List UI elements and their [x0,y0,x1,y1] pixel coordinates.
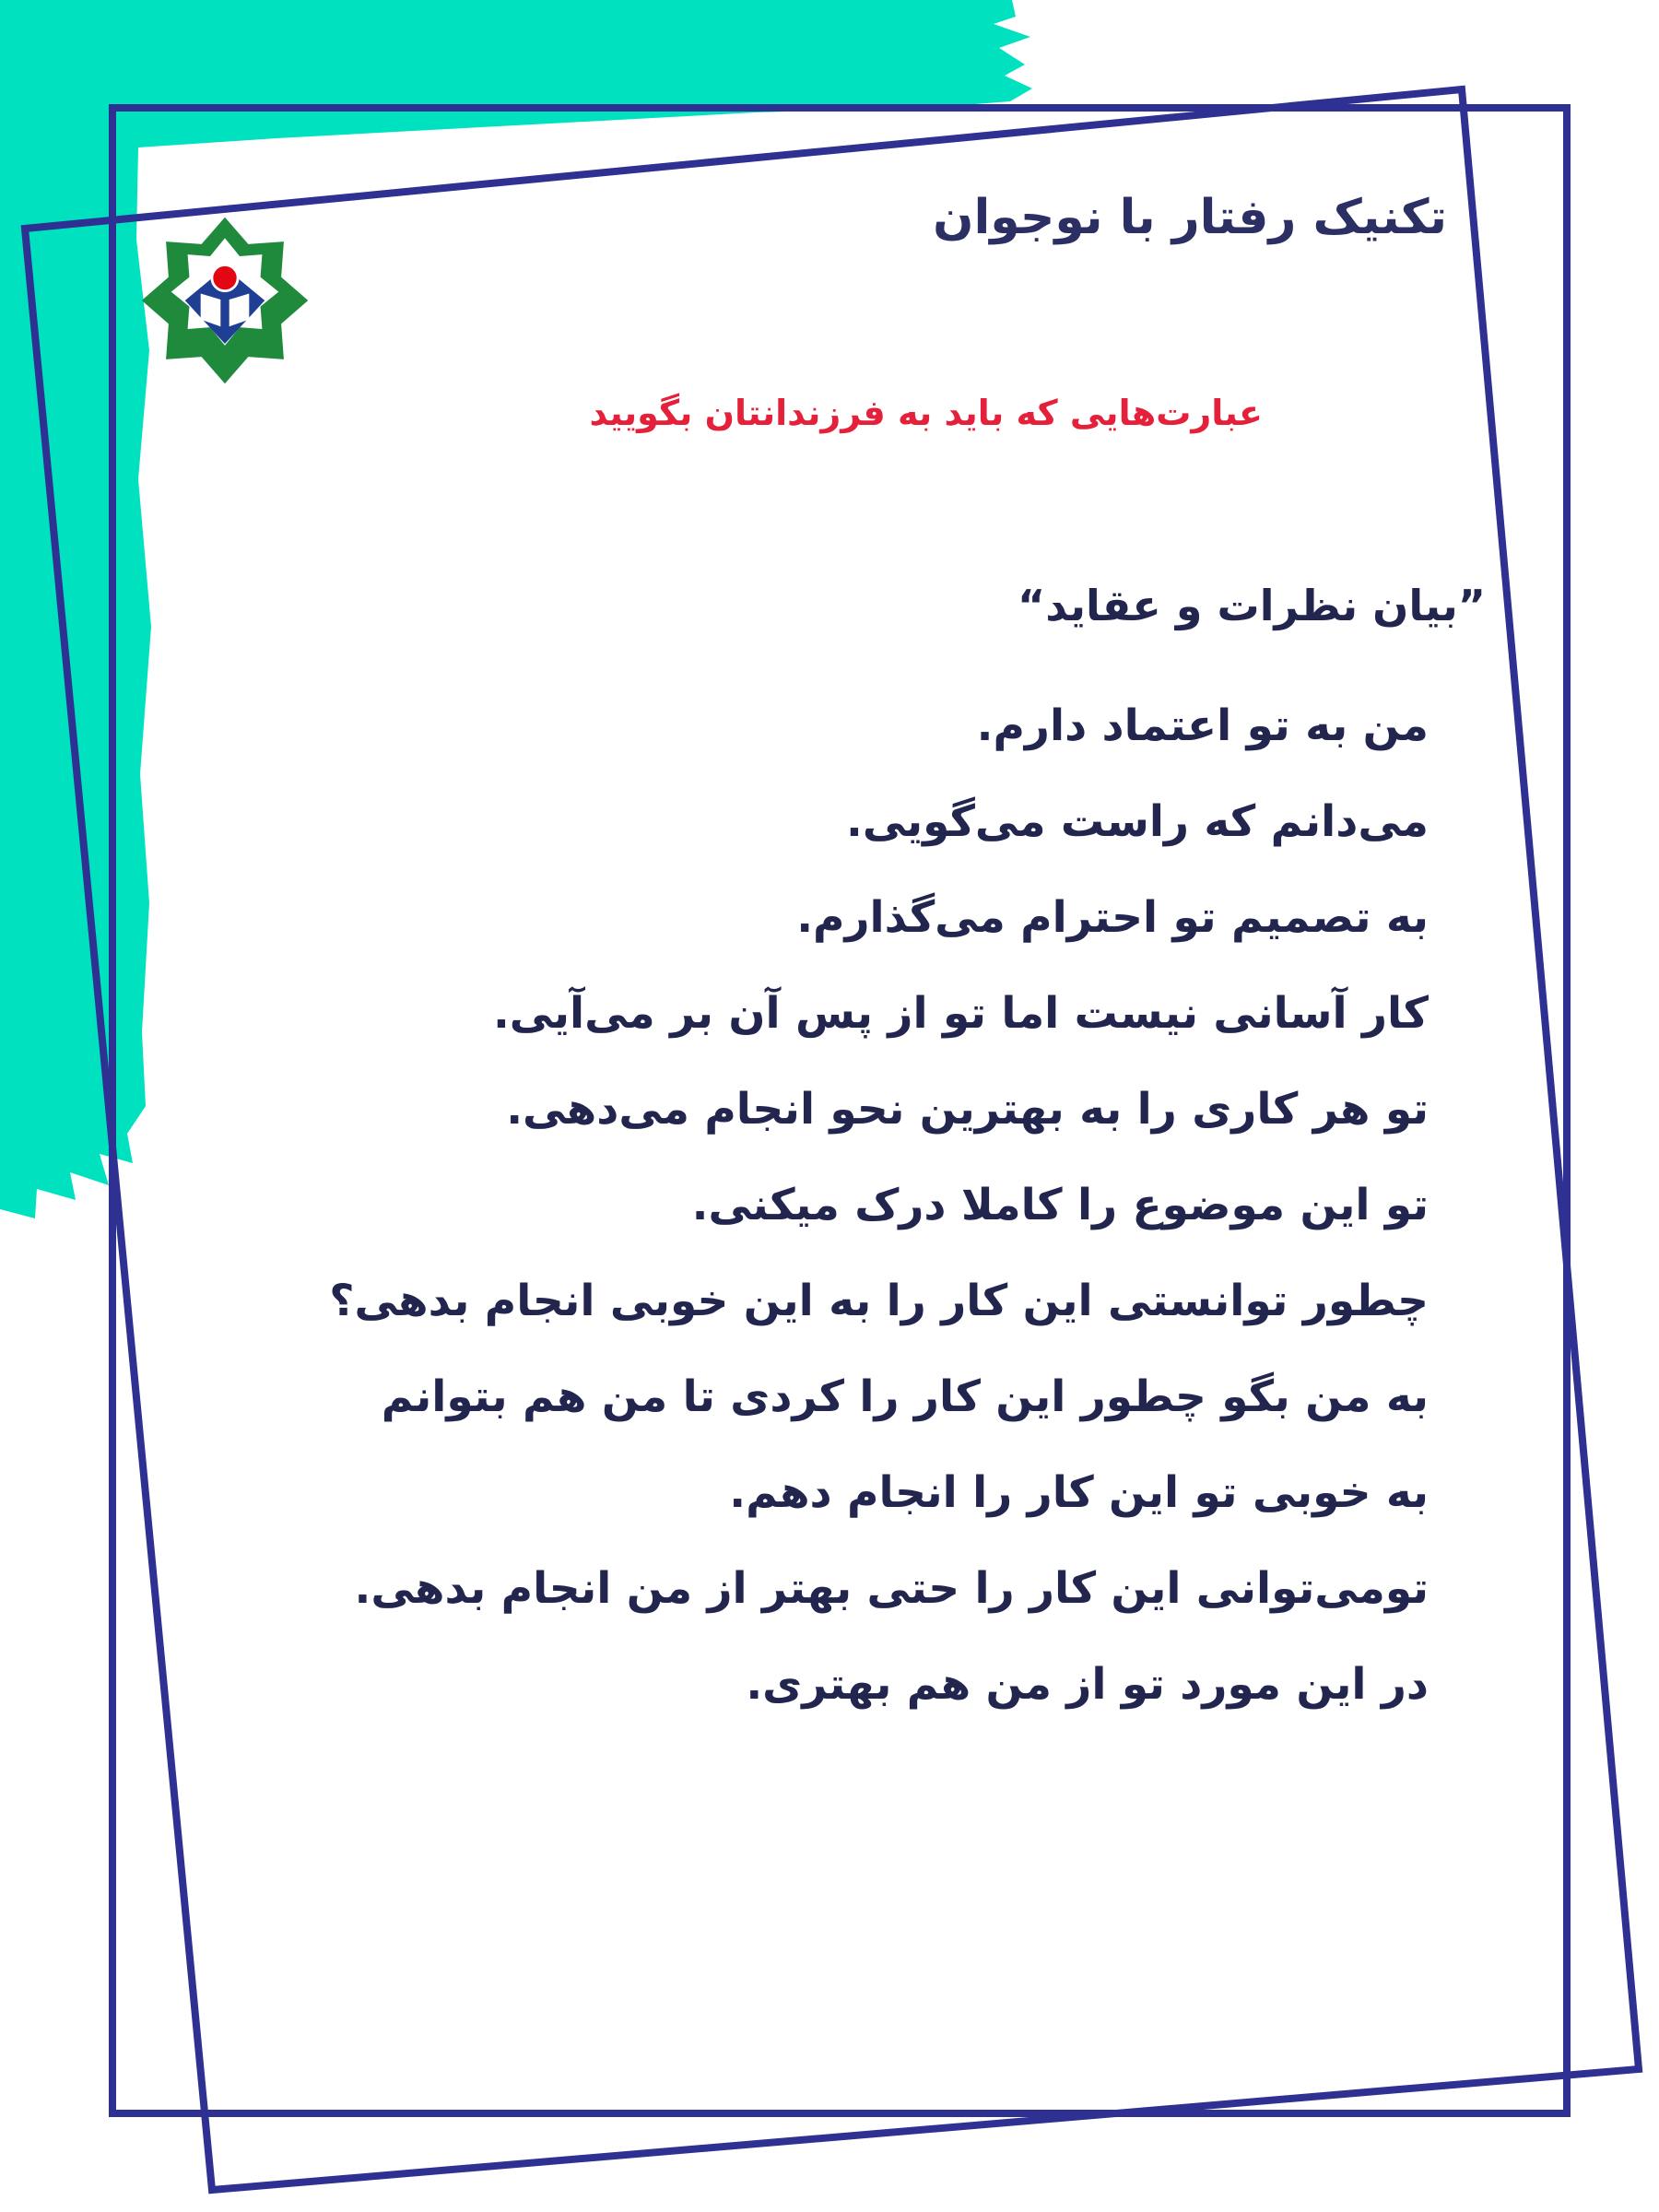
emblem-red-dot [212,265,238,290]
phrase-item: به تصمیم تو احترام می‌گذارم. [796,892,1429,943]
phrase-item: من به تو اعتماد دارم. [976,700,1429,751]
phrase-item: تو هر کاری را به بهترین نحو انجام می‌دهی. [506,1084,1429,1135]
phrase-item: می‌دانم که راست می‌گویی. [846,796,1429,847]
section-heading: ”بیان نظرات و عقاید“ [1017,581,1486,630]
page-subtitle: عبارت‌هایی که باید به فرزندانتان بگویید [589,393,1263,433]
phrase-item: چطور توانستی این کار را به این خوبی انجام بدهی؟ [329,1276,1429,1326]
phrase-item: به خوبی تو این کار را انجام دهم. [729,1467,1429,1518]
phrase-item: در این مورد تو از من هم بهتری. [746,1659,1429,1710]
page-title: تکنیک رفتار با نوجوان [933,190,1447,245]
phrase-item: به من بگو چطور این کار را کردی تا من هم بتوانم [381,1371,1429,1422]
phrase-item: کار آسانی نیست اما تو از پس آن بر می‌آیی. [492,988,1429,1039]
phrase-item: تومی‌توانی این کار را حتی بهتر از من انجام بدهی. [354,1563,1429,1614]
octagram-book-emblem-icon [138,214,312,387]
phrase-item: تو این موضوع را کاملا درک میکنی. [691,1180,1429,1230]
phrase-list [175,678,1429,1733]
